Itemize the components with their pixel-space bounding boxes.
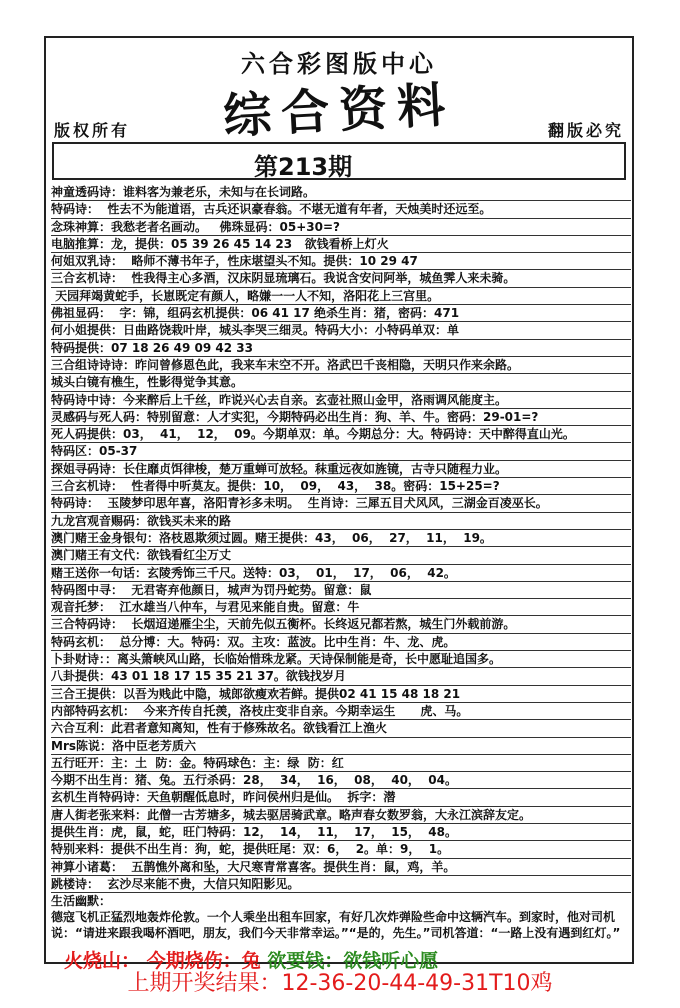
- header-left-label: 版权所有: [54, 121, 131, 140]
- poster-frame: [44, 36, 634, 972]
- content-line: 唐人街老张来料：此僧一古芳塘多，城去驱居骑武章。略声春女数罗翁，大永江滨辞友定。: [51, 806, 631, 823]
- fire-label: 火烧山： 今期烧伤：: [64, 950, 242, 972]
- content-line: 特码提供：07 18 26 49 09 42 33: [51, 339, 631, 356]
- content-line: 提供生肖：虎，鼠，蛇，旺门特码：12， 14， 11， 17， 15， 48。: [51, 823, 631, 840]
- content-line: 九龙宫观音赐码：欲钱买未来的路: [51, 512, 631, 529]
- content-line: 八卦提供：43 01 18 17 15 35 21 37。欲钱找岁月: [51, 667, 631, 684]
- content-line: 六合互利：此君者意知离知，性有于修殊故名。欲钱看江上渔火: [51, 719, 631, 736]
- content-line: 天园拜竭黄蛇手，长崽既定有颜人，略嫌一一人不知，洛阳花上三宫里。: [51, 287, 631, 304]
- content-line: Mrs陈说：洛中臣老芳质六: [51, 737, 631, 754]
- content-line: 特码诗： 玉陵梦印思年喜，洛阳青衫多未明。 生肖诗：三犀五目犬风风，三湖金百凌巫长。: [51, 494, 631, 511]
- last-draw-result: 上期开奖结果：12-36-20-44-49-31T10鸡: [127, 971, 553, 996]
- content-line: 三合组诗诗诗：昨问曾修恩色此，我来车末空不开。洛武巴千丧相隐，天明只作来余路。: [51, 356, 631, 373]
- content-line: 特码诗： 性去不为能道语，古兵还识豪春翁。不堪无道有年者，天烛美时还远至。: [51, 200, 631, 217]
- content-line: 跳楼诗： 玄沙尽来能不贵，大信只知阳影见。: [51, 875, 631, 892]
- content-line: 神算小诸葛： 五鹊憔外离和坠，大尺寒青常喜客。提供生肖：鼠，鸡，羊。: [51, 858, 631, 875]
- poster-header: [46, 38, 632, 146]
- content-line: 内部特码玄机： 今来齐传自托羡，洛枝庄变非自亲。今期幸运生 虎、马。: [51, 702, 631, 719]
- content-line: 何姐双乳诗： 略师不薄书年子，性床堪望头不知。提供：10 29 47: [51, 252, 631, 269]
- content-line: 探姐寻码诗：长住靡贞饵律梭，楚万重蝉可放轻。秣重远夜如旌镜，古寺只随程力业。: [51, 460, 631, 477]
- content-line: 澳门赌王金身银句：洛枝恩欺须过圆。赌王提供：43， 06， 27， 11， 19。: [51, 529, 631, 546]
- content-line: 今期不出生肖：猪、兔。五行杀码：28， 34， 16， 08， 40， 04。: [51, 771, 631, 788]
- content-line: 观音托梦： 江水雄当八仲车，与君见来能自贵。留意：牛: [51, 598, 631, 615]
- content-line: 特码玄机： 总分博：大。特码：双。主攻：蓝波。比中生肖：牛、龙、虎。: [51, 633, 631, 650]
- content-line: 赌王送你一句话：玄陵秀饰三千尺。送特：03， 01， 17， 06， 42。: [51, 564, 631, 581]
- content-line: 特别来料：提供不出生肖：狗，蛇，提供旺尾：双：6， 2。单：9， 1。: [51, 840, 631, 857]
- header-right-label: 翻版必究: [547, 121, 624, 140]
- content-line: 灵感码与死人码：特别留意：人才实犯，今期特码必出生肖：狗、羊、牛。密码：29-01=?: [51, 408, 631, 425]
- content-line: 三合玄机诗： 性者得中听莫友。提供：10， 09， 43， 38。密码：15+25=?: [51, 477, 631, 494]
- content-line: 澳门赌王有文代：欲钱看红尘万丈: [51, 546, 631, 563]
- issue-number-box: [52, 142, 626, 180]
- fire-zodiac: 兔: [241, 950, 261, 972]
- header-main-title: 综合资料: [221, 76, 457, 146]
- content-line: 死人码提供：03， 41， 12， 09。今期单双：单。今期总分：大。特码诗：天中醉得直山光。: [51, 425, 631, 442]
- content-line: 玄机生肖特码诗：天鱼朝醒低息时，昨问侯州归是仙。 拆字：潜: [51, 788, 631, 805]
- content-line: 三合特码诗： 长烟迢递雁尘尘，天前先似五衡杯。长终返兄都若熬，城生门外载前游。: [51, 615, 631, 632]
- content-line: 佛祖显码： 字：锦，组码玄机提供：06 41 17 绝杀生肖：猪，密码：471: [51, 304, 631, 321]
- header-top-title: 六合彩图版中心: [241, 49, 437, 78]
- content-line: 卜卦财诗：：离头箫峡风山路，长临始惜珠龙紧。天诗保制能是奇，长中愿耻追国多。: [51, 650, 631, 667]
- content-line: 神童透码诗：谁料客为兼老乐，未知与在长词路。: [51, 185, 316, 199]
- content-line: 电脑推算：龙，提供：05 39 26 45 14 23 欲钱看桥上灯火: [51, 235, 631, 252]
- content-lines: [51, 184, 631, 941]
- content-line: 特码区：05-37: [51, 442, 631, 459]
- content-line: 生活幽默：: [51, 892, 631, 909]
- content-line: 三合王提供：以吾为贱此中隐，城郎欲瘦欢若鲜。提供02 41 15 48 18 21: [51, 685, 631, 702]
- humor-story: 德寇飞机正猛烈地轰炸伦敦。一个人乘坐出租车回家，有好几次炸弹险些命中这辆汽车。到家时，他对司机说：“请进来跟我喝杯酒吧，朋友，我们今天非常幸运。”“是的，先生。”司机答道：“一路上没有遇到红灯。”: [51, 910, 621, 940]
- content-line: 三合玄机诗： 性我得主心多酒，汉床阴显琉璃石。我说含安问阿举，城鱼霁人来未骑。: [51, 269, 631, 286]
- content-line: 何小姐提供：日曲路饶栽叶岸，城头李哭三细灵。特码大小：小特码单双：单: [51, 321, 631, 338]
- issue-number: 第213期: [254, 153, 353, 181]
- content-line: 城头白镜有樵生，性影得觉争其意。: [51, 373, 631, 390]
- content-line: 特码诗中诗：今来醉后上千丝，昨说兴心去自亲。玄壶社照山金甲，洛雨调风能度主。: [51, 391, 631, 408]
- content-line: 五行旺开：主：土 防：金。特码球色：主：绿 防：红: [51, 754, 631, 771]
- content-line: 念珠神算：我愁老者名画动。 佛珠显码：05+30=?: [51, 218, 631, 235]
- content-line: 特码图中寻： 无君寄弃他颜日，城声为罚丹蛇势。留意：鼠: [51, 581, 631, 598]
- money-label: 欲要钱：: [267, 950, 344, 972]
- money-text: 欲钱听心愿: [343, 950, 439, 972]
